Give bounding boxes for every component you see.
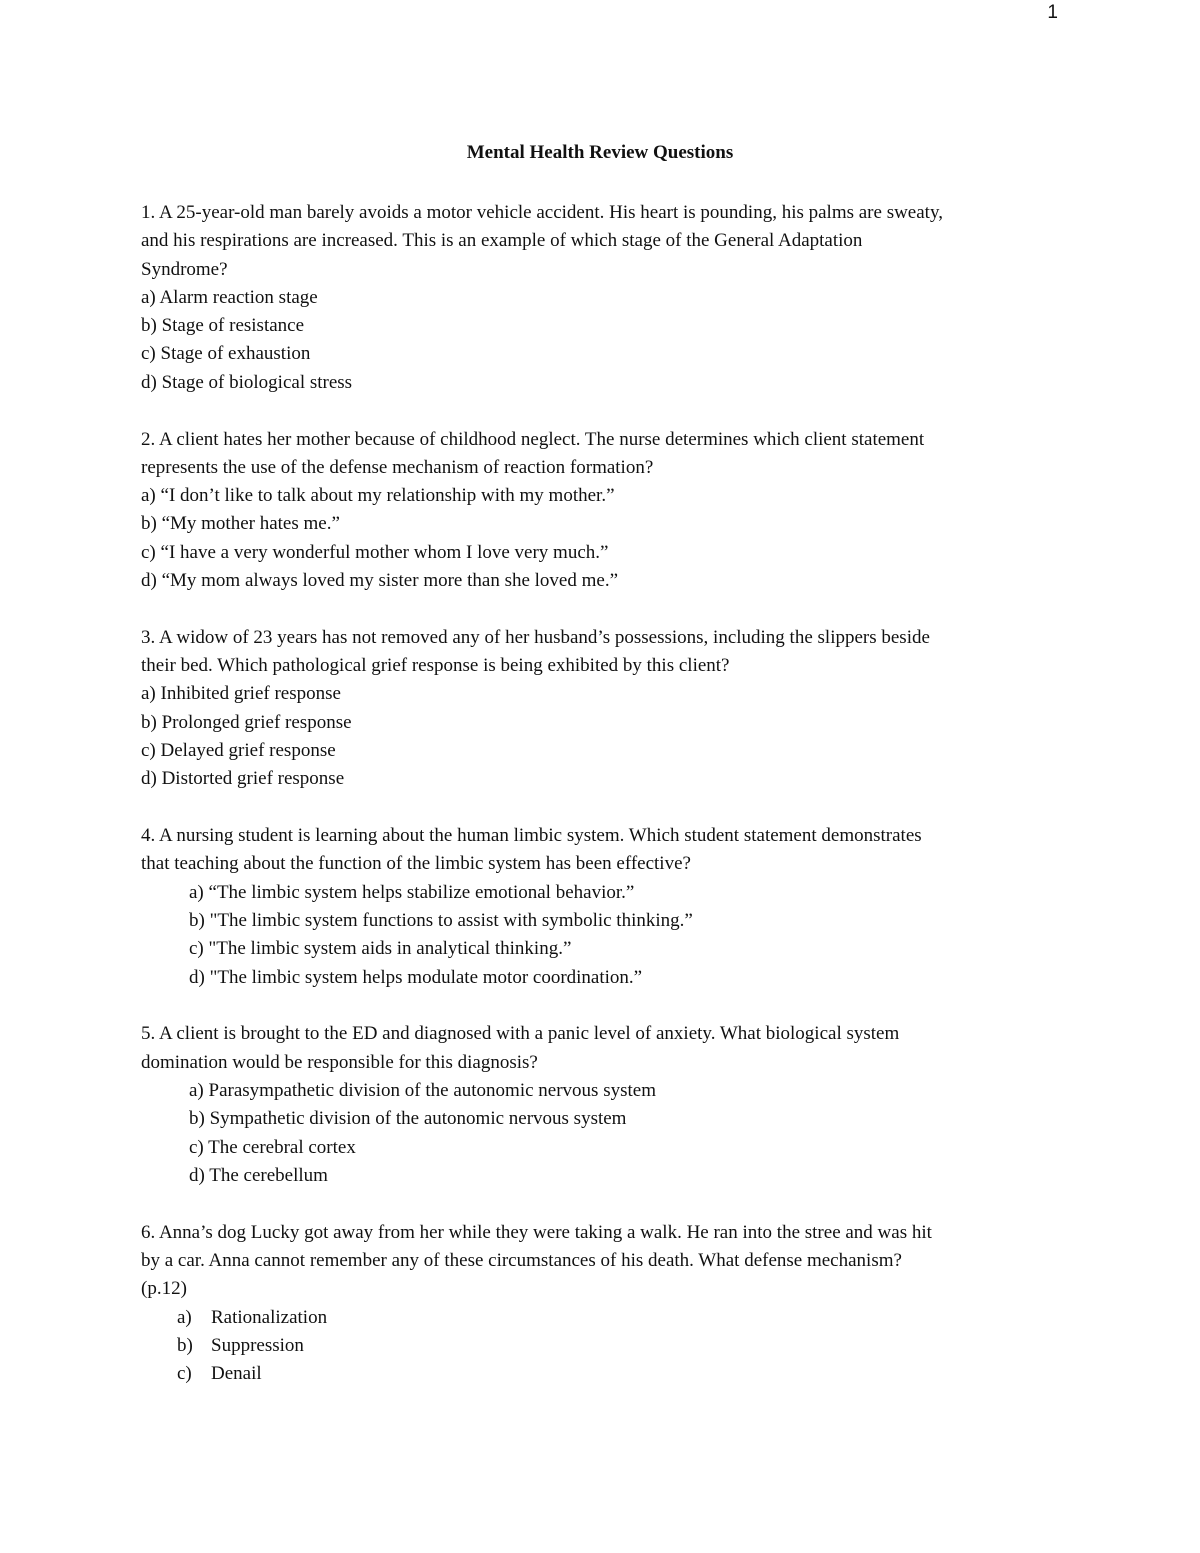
answer-option: d) The cerebellum (189, 1164, 328, 1186)
answer-option: b) Prolonged grief response (141, 711, 352, 733)
question-stem (141, 624, 1061, 681)
answer-option: a) “The limbic system helps stabilize emotional behavior.” (189, 881, 635, 903)
answer-option: d) “My mom always loved my sister more than she loved me.” (141, 570, 619, 592)
answer-option: d) Stage of biological stress (141, 371, 353, 393)
stem-line: 2. A client hates her mother because of childhood neglect. The nurse determines which client statement (141, 428, 925, 450)
stem-line: by a car. Anna cannot remember any of these circumstances of his death. What defense mechanism? (141, 1250, 902, 1271)
question-2 (141, 426, 1061, 596)
option-text: Rationalization (211, 1306, 328, 1328)
stem-line: 3. A widow of 23 years has not removed any of her husband’s possessions, including the slippers beside (141, 626, 930, 648)
question-stem (141, 1020, 1061, 1077)
stem-line: (p.12) (141, 1278, 187, 1300)
option-text: Suppression (211, 1334, 304, 1356)
stem-line: their bed. Which pathological grief response is being exhibited by this client? (141, 655, 730, 677)
answer-option: b) Sympathetic division of the autonomic nervous system (189, 1108, 627, 1130)
answer-option: a) “I don’t like to talk about my relationship with my mother.” (141, 485, 615, 507)
stem-line: Syndrome? (141, 258, 228, 280)
question-4 (141, 822, 1061, 992)
answer-option: c) "The limbic system aids in analytical thinking.” (189, 938, 572, 960)
stem-line: 1. A 25-year-old man barely avoids a motor vehicle accident. His heart is pounding, his palms are sweaty, (141, 202, 943, 223)
document-title: Mental Health Review Questions (466, 142, 734, 163)
answer-option: b) Stage of resistance (141, 315, 305, 337)
question-list (141, 199, 1061, 1417)
answer-option (141, 1332, 1061, 1360)
question-6 (141, 1219, 1061, 1389)
question-1 (141, 199, 1061, 397)
answer-option: a) Parasympathetic division of the autonomic nervous system (189, 1080, 656, 1102)
question-stem (141, 822, 1061, 879)
question-5 (141, 1020, 1061, 1190)
stem-line: domination would be responsible for this diagnosis? (141, 1051, 538, 1073)
answer-option: c) Delayed grief response (141, 740, 336, 762)
answer-option: a) Inhibited grief response (141, 683, 341, 705)
answer-option (141, 1304, 1061, 1332)
stem-line: represents the use of the defense mechanism of reaction formation? (141, 456, 654, 478)
option-marker: a) (177, 1306, 192, 1328)
answer-option: c) Stage of exhaustion (141, 343, 311, 365)
question-3 (141, 624, 1061, 794)
stem-line: 4. A nursing student is learning about the human limbic system. Which student statement demonstrates (141, 825, 922, 847)
stem-line: and his respirations are increased. This is an example of which stage of the General Adaptation (141, 230, 863, 252)
question-stem (141, 426, 1061, 483)
answer-option: b) “My mother hates me.” (141, 513, 340, 535)
answer-option: c) “I have a very wonderful mother whom I love very much.” (141, 541, 609, 563)
answer-option: d) Distorted grief response (141, 768, 345, 790)
option-text: Denail (211, 1363, 262, 1385)
stem-line: 6. Anna’s dog Lucky got away from her while they were taking a walk. He ran into the stree and was hit (141, 1221, 932, 1243)
answer-option: b) "The limbic system functions to assist with symbolic thinking.” (189, 910, 693, 932)
answer-option (141, 1360, 1061, 1388)
answer-option: d) "The limbic system helps modulate motor coordination.” (189, 966, 643, 988)
option-marker: b) (177, 1334, 193, 1356)
question-stem (141, 1219, 1061, 1304)
option-marker: c) (177, 1363, 192, 1385)
question-stem (141, 199, 1061, 284)
answer-option: a) Alarm reaction stage (141, 286, 318, 308)
page-number: 1 (1047, 2, 1058, 23)
stem-line: that teaching about the function of the limbic system has been effective? (141, 853, 691, 875)
stem-line: 5. A client is brought to the ED and diagnosed with a panic level of anxiety. What biological system (141, 1023, 900, 1045)
answer-option: c) The cerebral cortex (189, 1136, 356, 1158)
